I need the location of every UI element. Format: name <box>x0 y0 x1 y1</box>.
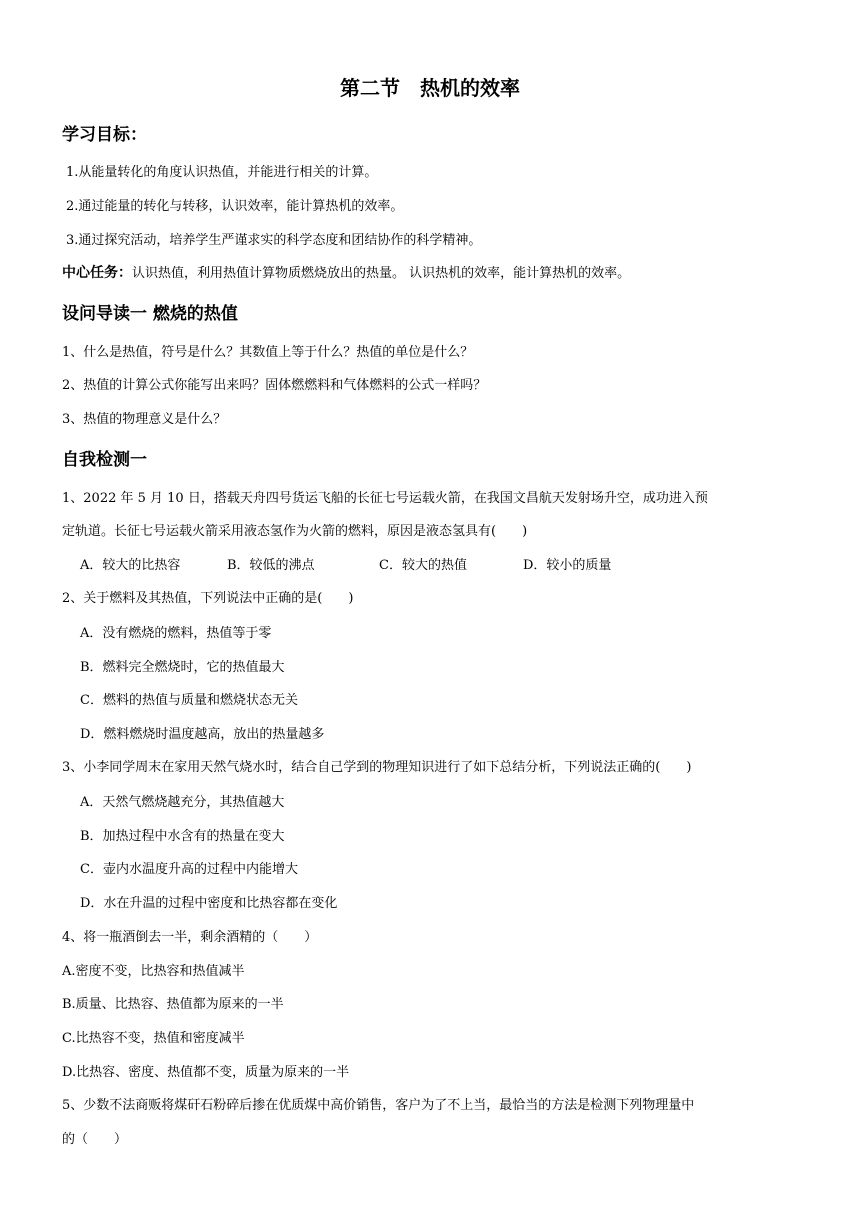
page-title: 第二节 热机的效率 <box>340 76 520 100</box>
question-5-line-2: 的（ ） <box>62 1132 128 1147</box>
objective-item: 3.通过探究活动，培养学生严谨求实的科学态度和团结协作的科学精神。 <box>66 233 482 248</box>
objective-item: 2.通过能量的转化与转移，认识效率，能计算热机的效率。 <box>66 199 404 214</box>
question-4-option-c: C.比热容不变，热值和密度减半 <box>62 1031 245 1046</box>
check-heading: 自我检测一 <box>62 450 147 470</box>
question-1-option-c: C．较大的热值 <box>379 558 467 573</box>
question-3-option-b: B．加热过程中水含有的热量在变大 <box>80 829 285 844</box>
objectives-heading: 学习目标： <box>62 125 147 145</box>
question-4: 4、将一瓶酒倒去一半，剩余酒精的（ ） <box>62 930 318 945</box>
question-1-option-b: B．较低的沸点 <box>227 558 315 573</box>
guide-question: 2、热值的计算公式你能写出来吗？固体燃燃料和气体燃料的公式一样吗？ <box>62 378 487 393</box>
question-1-option-a: A．较大的比热容 <box>80 558 181 573</box>
question-3: 3、小李同学周末在家用天然气烧水时，结合自己学到的物理知识进行了如下总结分析，下列说法正确的( ) <box>62 760 692 775</box>
question-2-option-c: C．燃料的热值与质量和燃烧状态无关 <box>80 693 298 708</box>
question-4-option-b: B.质量、比热容、热值都为原来的一半 <box>62 997 284 1012</box>
objective-item: 1.从能量转化的角度认识热值，并能进行相关的计算。 <box>66 165 378 180</box>
guide-heading: 设问导读一 燃烧的热值 <box>62 304 238 324</box>
question-1-line-1: 1、2022 年 5 月 10 日，搭载天舟四号货运飞船的长征七号运载火箭，在我国文昌航天发射场升空，成功进入预 <box>62 491 708 506</box>
question-2-option-b: B．燃料完全燃烧时，它的热值最大 <box>80 660 285 675</box>
core-task-text: 认识热值，利用热值计算物质燃烧放出的热量。 认识热机的效率，能计算热机的效率。 <box>132 266 631 281</box>
guide-question: 3、热值的物理意义是什么？ <box>62 412 227 427</box>
question-3-option-a: A．天然气燃烧越充分，其热值越大 <box>80 795 285 810</box>
question-4-option-d: D.比热容、密度、热值都不变，质量为原来的一半 <box>62 1065 350 1080</box>
question-1-line-2: 定轨道。长征七号运载火箭采用液态氢作为火箭的燃料，原因是液态氢具有( ) <box>62 524 528 539</box>
question-4-option-a: A.密度不变，比热容和热值减半 <box>62 964 245 979</box>
question-2-option-a: A．没有燃烧的燃料，热值等于零 <box>80 626 272 641</box>
question-2-option-d: D．燃料燃烧时温度越高，放出的热量越多 <box>80 727 325 742</box>
guide-question: 1、什么是热值，符号是什么？其数值上等于什么？热值的单位是什么？ <box>62 345 474 360</box>
question-5-line-1: 5、少数不法商贩将煤矸石粉碎后掺在优质煤中高价销售，客户为了不上当，最恰当的方法是检测下列物理量中 <box>62 1098 695 1113</box>
core-task-label: 中心任务： <box>62 265 132 281</box>
question-3-option-c: C．壶内水温度升高的过程中内能增大 <box>80 862 298 877</box>
question-2: 2、关于燃料及其热值，下列说法中正确的是( ) <box>62 591 354 606</box>
core-task <box>62 262 630 282</box>
question-3-option-d: D．水在升温的过程中密度和比热容都在变化 <box>80 896 338 911</box>
question-1-option-d: D．较小的质量 <box>523 558 612 573</box>
